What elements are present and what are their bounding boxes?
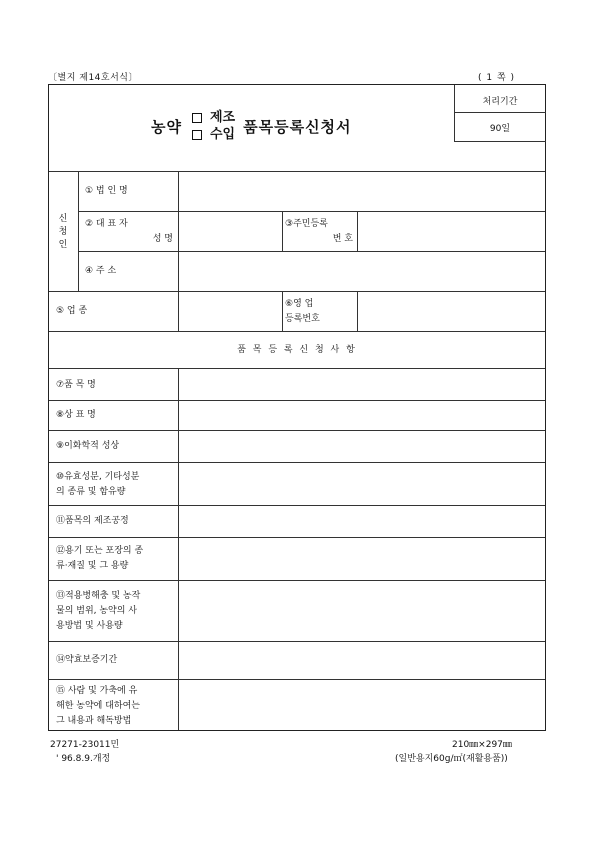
- form-title: [151, 105, 352, 147]
- toxicity-field[interactable]: [180, 681, 543, 729]
- application-label-1: ⑬적용병해충 및 농작: [56, 591, 141, 601]
- physicochemical-field[interactable]: [180, 432, 543, 460]
- manufacture-label: 제조: [209, 110, 236, 125]
- warranty-period-field[interactable]: [180, 643, 543, 677]
- import-label: 수입: [209, 127, 236, 142]
- business-type-field[interactable]: [180, 293, 280, 329]
- applicant-char-2: 청: [58, 227, 68, 237]
- paper-size: 210㎜×297㎜: [452, 740, 512, 750]
- form-number: 〔별지 제14호서식〕: [48, 73, 138, 83]
- application-label-2: 물의 범위, 농약의 사: [56, 606, 137, 616]
- applicant-group-label: [56, 213, 70, 252]
- section-title: 품 목 등 록 신 청 사 항: [237, 345, 357, 355]
- ingredients-field[interactable]: [180, 464, 543, 503]
- container-label-1: ⑫용기 또는 포장의 종: [56, 546, 144, 556]
- application-field[interactable]: [180, 582, 543, 639]
- address-field[interactable]: [180, 253, 543, 289]
- item-name-label: ⑦품 목 명: [56, 380, 96, 390]
- business-reg-field[interactable]: [359, 293, 543, 329]
- title-main: 품목등록신청서: [243, 117, 352, 136]
- paper-spec: (일반용지60g/㎡(재활용품)): [395, 754, 508, 764]
- corp-name-field[interactable]: [180, 173, 543, 209]
- business-reg-label-2: 등록번호: [285, 314, 320, 324]
- business-type-label: ⑤ 업 종: [56, 306, 88, 316]
- rep-name-field[interactable]: [180, 213, 280, 249]
- application-form: [48, 84, 546, 731]
- processing-period-value: 90일: [489, 124, 511, 134]
- corp-name-label: ① 법 인 명: [85, 186, 128, 196]
- applicant-char-1: 신: [58, 214, 68, 224]
- ingredients-label-2: 의 종류 및 함유량: [56, 487, 126, 497]
- revision-date: ' 96.8.9.개정: [56, 754, 111, 764]
- title-prefix: 농약: [151, 117, 182, 136]
- resident-no-label-1: ③주민등록: [285, 219, 328, 229]
- import-checkbox[interactable]: [192, 130, 202, 140]
- business-reg-label-1: ⑥영 업: [285, 299, 314, 309]
- applicant-char-3: 인: [58, 240, 68, 250]
- application-label-3: 용방법 및 사용량: [56, 621, 123, 631]
- resident-no-field[interactable]: [359, 213, 543, 249]
- manufacturing-process-field[interactable]: [180, 507, 543, 535]
- brand-name-label: ⑧상 표 명: [56, 410, 96, 420]
- item-name-field[interactable]: [180, 370, 543, 398]
- toxicity-label-1: ⑮ 사람 및 가축에 유: [56, 686, 138, 696]
- brand-name-field[interactable]: [180, 402, 543, 428]
- address-label: ④ 주 소: [85, 266, 117, 276]
- toxicity-label-3: 그 내용과 해독방법: [56, 716, 132, 726]
- resident-no-label-2: 번 호: [332, 234, 353, 244]
- warranty-period-label: ⑭약효보증기간: [56, 655, 118, 665]
- page-number: ( 1 쪽 ): [478, 73, 516, 83]
- toxicity-label-2: 해한 농약에 대하여는: [56, 701, 140, 711]
- rep-name-label-1: ② 대 표 자: [85, 219, 128, 229]
- container-field[interactable]: [180, 539, 543, 578]
- ingredients-label-1: ⑩유효성분, 기타성분: [56, 472, 140, 482]
- manufacture-checkbox[interactable]: [192, 113, 202, 123]
- rep-name-label-2: 성 명: [152, 234, 173, 244]
- physicochemical-label: ⑨이화학적 성상: [56, 441, 120, 451]
- form-code: 27271-23011민: [50, 740, 120, 750]
- container-label-2: 류·재질 및 그 용량: [56, 561, 129, 571]
- manufacturing-process-label: ⑪품목의 제조공정: [56, 516, 129, 526]
- processing-period-label: 처리기간: [482, 97, 518, 107]
